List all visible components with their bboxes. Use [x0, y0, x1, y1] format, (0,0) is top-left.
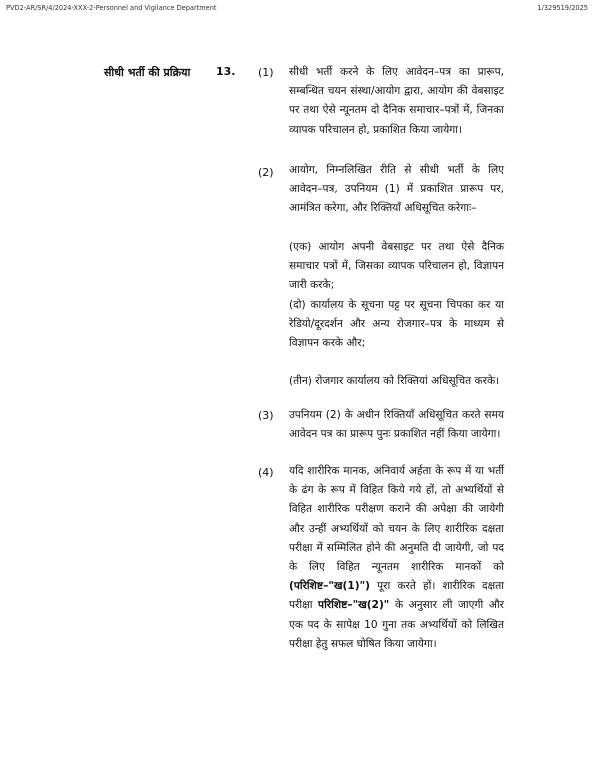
- document-reference: PVD2-AR/SR/4/2024-XXX-2-Personnel and Vigilance Department: [6, 4, 217, 12]
- section-number: 13.: [216, 65, 236, 78]
- clause-4-text-part-c: के अनुसार ली जाएगी और एक पद के सापेक्ष 10 गुना तक अभ्यर्थियों को लिखित परीक्षा हेतु सफल घोषित किया जायेगा।: [289, 599, 504, 650]
- clause-text-2: आयोग, निम्नलिखित रीति से सीधी भर्ती के लिए आवेदन–पत्र, उपनियम (1) में प्रकाशित प्रारूप पर, आमंत्रित करेगा, और रिक्तियाँ अधिसूचित करेगाः–: [289, 164, 504, 215]
- clause-text-1: सीधी भर्ती करने के लिए आवेदन–पत्र का प्रारूप, सम्बन्धित चयन संस्था/आयोग द्वारा, आयोग की वेबसाइट पर तथा ऐसे न्यूनतम दो दैनिक समाचार–पत्रों में, जिनका व्यापक परिचालन हो, प्रकाशित किया जायेगा।: [289, 66, 504, 136]
- clause-text-3: उपनियम (2) के अधीन रिक्तियाँ अधिसूचित करते समय आवेदन पत्र का प्रारूप पुनः प्रकाशित नहीं किया जायेगा।: [289, 409, 504, 441]
- appendix-b2-reference: परिशिष्ट–"ख(2)": [318, 599, 390, 612]
- file-number: 1/329519/2025: [537, 4, 588, 12]
- clause-number-1: (1): [258, 66, 274, 79]
- clause-4-text-part-b: पूरा करते हों। शारीरिक दक्षता परीक्षा: [289, 580, 504, 612]
- sub-clause-1: (एक) आयोग अपनी वेबसाइट पर तथा ऐसे दैनिक समाचार पत्रों में, जिसका व्यापक परिचालन हो, विज्ञापन जारी करके;: [289, 241, 504, 292]
- section-title: सीधी भर्ती की प्रक्रिया: [104, 66, 191, 79]
- appendix-b1-reference: (परिशिष्ट–"ख(1)"): [289, 580, 370, 593]
- sub-clause-3: (तीन) रोजगार कार्यालय को रिक्तियां अधिसूचित करके।: [289, 375, 500, 387]
- clause-number-4: (4): [258, 466, 274, 479]
- clause-number-3: (3): [258, 409, 274, 422]
- clause-4-text-part-a: यदि शारीरिक मानक, अनिवार्य अर्हता के रूप में या भर्ती के ढंग के रूप में विहित किये गये हों, तो अभ्यर्थियों से विहित शारीरिक परीक्षण कराने की अपेक्षा की जायेगी और उन्हीं अभ्यर्थियों को चयन के लिए शारीरिक दक्षता परीक्षा में सम्मिलित होने की अनुमति दी जायेगी, जो पद के लिए विहित न्यूनतम शारीरिक मानकों को: [289, 465, 504, 574]
- clause-number-2: (2): [258, 166, 274, 179]
- clause-text-4: [289, 462, 504, 654]
- sub-clause-2: (दो) कार्यालय के सूचना पट्ट पर सूचना चिपका कर या रेडियो/दूरदर्शन और अन्य रोजगार–पत्र के माध्यम से विज्ञापन करके और;: [289, 299, 504, 350]
